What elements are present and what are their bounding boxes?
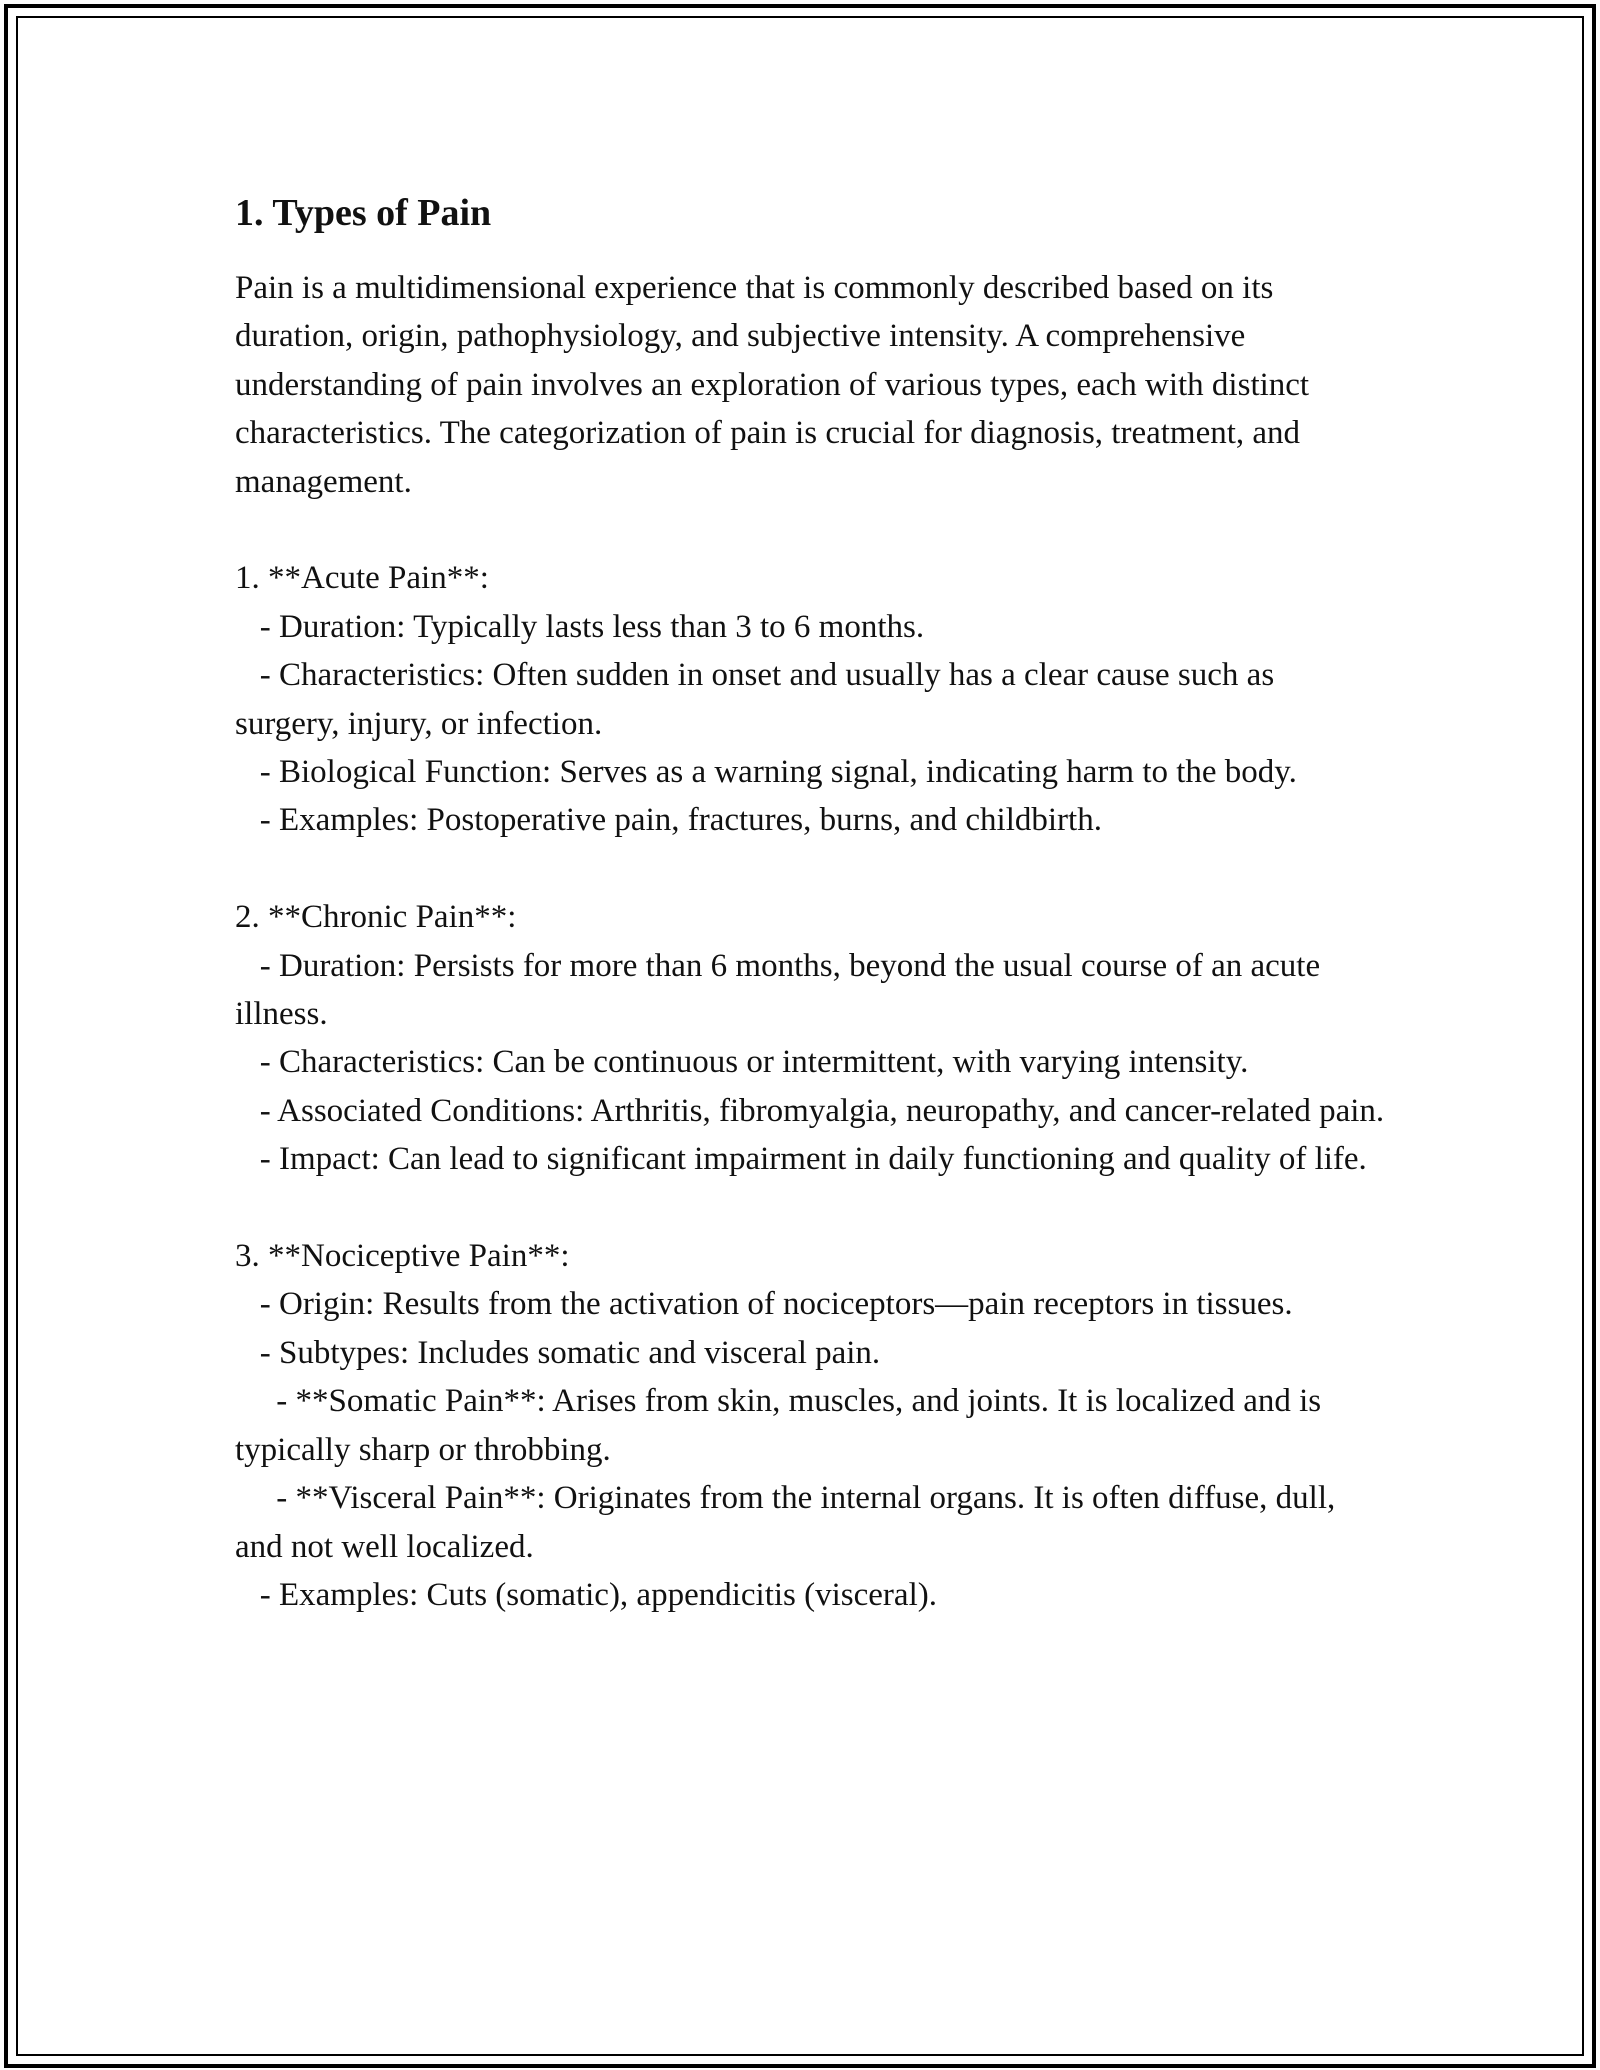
list-item: - Subtypes: Includes somatic and visceral pain. bbox=[235, 1334, 881, 1371]
list-item: - Biological Function: Serves as a warning signal, indicating harm to the body. bbox=[235, 754, 1297, 791]
section-chronic-pain bbox=[235, 893, 1385, 1183]
list-item: - **Somatic Pain**: Arises from skin, muscles, and joints. It is localized and is typically sharp or throbbing. bbox=[235, 1383, 1330, 1468]
list-item: - Duration: Typically lasts less than 3 to 6 months. bbox=[235, 608, 925, 645]
paragraph-gap bbox=[235, 1184, 1385, 1232]
list-item: - Associated Conditions: Arthritis, fibromyalgia, neuropathy, and cancer-related pain. bbox=[235, 1092, 1385, 1129]
list-item-header: 1. **Acute Pain**: bbox=[235, 560, 489, 597]
list-item: - Characteristics: Can be continuous or intermittent, with varying intensity. bbox=[235, 1044, 1249, 1081]
list-item: - Examples: Postoperative pain, fractures, burns, and childbirth. bbox=[235, 802, 1102, 839]
paragraph-gap bbox=[235, 845, 1385, 893]
paragraph-gap bbox=[235, 506, 1385, 554]
list-item: - **Visceral Pain**: Originates from the internal organs. It is often diffuse, dull, and not well localized. bbox=[235, 1480, 1344, 1565]
list-item: - Characteristics: Often sudden in onset and usually has a clear cause such as surgery, injury, or infection. bbox=[235, 657, 1283, 742]
document-body bbox=[235, 190, 1385, 1619]
list-item-header: 2. **Chronic Pain**: bbox=[235, 899, 517, 936]
section-acute-pain bbox=[235, 554, 1385, 844]
list-item: - Impact: Can lead to significant impairment in daily functioning and quality of life. bbox=[235, 1141, 1367, 1178]
section-nociceptive-pain bbox=[235, 1232, 1385, 1619]
list-item: - Origin: Results from the activation of nociceptors—pain receptors in tissues. bbox=[235, 1286, 1293, 1323]
list-item: - Duration: Persists for more than 6 months, beyond the usual course of an acute illness. bbox=[235, 947, 1329, 1033]
section-heading: 1. Types of Pain bbox=[235, 192, 492, 234]
intro-paragraph: Pain is a multidimensional experience that is commonly described based on its duration, origin, pathophysiology, and subjective intensity. A comprehensive understanding of pain involves an exploration of various types, each with distinct characteristics. The categorization of pain is crucial for diagnosis, treatment, and management. bbox=[235, 270, 1318, 500]
list-item-header: 3. **Nociceptive Pain**: bbox=[235, 1238, 570, 1275]
list-item: - Examples: Cuts (somatic), appendicitis (visceral). bbox=[235, 1576, 937, 1613]
